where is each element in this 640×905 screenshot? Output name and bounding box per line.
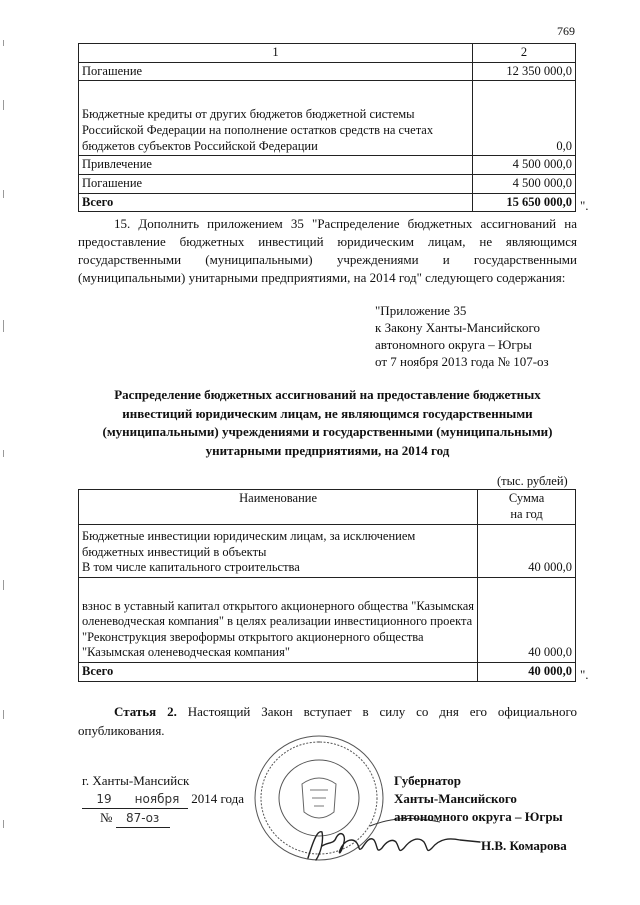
unit-label: (тыс. рублей): [497, 474, 568, 488]
investments-table: [78, 489, 576, 682]
row-name: Бюджетные кредиты от других бюджетов бюджетной системы Российской Федерации на пополнение остатков средств на счетах бюджетов субъектов Российской Федерации: [79, 81, 473, 156]
signing-city: г. Ханты-Мансийск: [82, 773, 190, 788]
governor-name: Н.В. Комарова: [481, 838, 567, 853]
header-sum: [478, 490, 576, 525]
governor-title-line: автономного округа – Югры: [394, 809, 563, 824]
table-header-row: [79, 44, 576, 63]
row-name-line: Бюджетные инвестиции юридическим лицам, за исключением бюджетных инвестиций в объекты: [82, 529, 416, 559]
table-row: [79, 81, 576, 156]
article-label: Статья 2.: [114, 704, 177, 719]
row-name: взнос в уставный капитал открытого акционерного общества "Казымская оленеводческая компания" в целях реализации инвестиционного проекта "Реконструкция звероформы открытого акционерного общества "Казымская оленеводческая компания": [79, 578, 478, 663]
page-number: 769: [557, 24, 575, 38]
header-cell: 1: [79, 44, 473, 63]
budget-sources-table: [78, 43, 576, 212]
row-name-line: В том числе капитального строительства: [82, 560, 300, 575]
row-name: [79, 525, 478, 578]
table-row: [79, 525, 576, 578]
row-value: 40 000,0: [478, 663, 576, 682]
row-name: Погашение: [79, 174, 473, 193]
row-value: 40 000,0: [478, 578, 576, 663]
appendix-line: "Приложение 35: [375, 303, 467, 318]
signing-number-line: [82, 809, 244, 828]
header-cell: 2: [473, 44, 576, 63]
header-sum-line2: на год: [510, 506, 543, 521]
row-value: 15 650 000,0: [473, 193, 576, 212]
table-total-row: [79, 193, 576, 212]
signing-number: 87-оз: [116, 809, 170, 828]
signing-month: ноября: [126, 790, 188, 809]
paragraph-15: [78, 215, 577, 287]
table-row: [79, 578, 576, 663]
row-name: Всего: [79, 663, 478, 682]
governor-title-block: [394, 772, 563, 826]
closing-quote: ".: [580, 198, 589, 213]
header-sum-line1: Сумма: [508, 491, 545, 505]
appendix-line: от 7 ноября 2013 года № 107-оз: [375, 354, 549, 369]
signing-date: [82, 790, 244, 809]
table-header-row: [79, 490, 576, 525]
appendix-line: к Закону Ханты-Мансийского: [375, 320, 540, 335]
header-name: Наименование: [79, 490, 478, 525]
table-row: [79, 62, 576, 81]
signing-year: 2014 года: [191, 791, 245, 806]
appendix-line: автономного округа – Югры: [375, 337, 532, 352]
article-text: Настоящий Закон вступает в силу со дня его официального опубликования.: [78, 704, 577, 738]
row-value: 4 500 000,0: [473, 156, 576, 175]
row-name: Погашение: [79, 62, 473, 81]
row-value: 40 000,0: [478, 525, 576, 578]
row-name: Привлечение: [79, 156, 473, 175]
row-value: 0,0: [473, 81, 576, 156]
row-value: 12 350 000,0: [473, 62, 576, 81]
table-row: [79, 156, 576, 175]
appendix-reference: [375, 302, 549, 370]
table-total-row: [79, 663, 576, 682]
document-title: Распределение бюджетных ассигнований на предоставление бюджетных инвестиций юридическим лицам, не являющимся государственными (муниципальными) учреждениями и государственными (муниципальными) унитарными предприятиями, на 2014 год: [102, 387, 553, 458]
table-row: [79, 174, 576, 193]
paragraph-15-text: 15. Дополнить приложением 35 "Распределение бюджетных ассигнований на предоставление бюджетных инвестиций юридическим лицам, не являющимся государственными (муниципальными) учреждениями и государственными (муниципальными) унитарными предприятиями, на 2014 год" следующего содержания:: [78, 216, 577, 285]
governor-title-line: Ханты-Мансийского: [394, 791, 517, 806]
margin-marks: [2, 20, 6, 880]
closing-quote: ".: [580, 667, 589, 682]
row-name: Всего: [79, 193, 473, 212]
row-value: 4 500 000,0: [473, 174, 576, 193]
signing-block: [82, 772, 244, 828]
signing-day: 19: [82, 790, 126, 809]
number-prefix: №: [100, 810, 113, 825]
governor-title-line: Губернатор: [394, 773, 462, 788]
